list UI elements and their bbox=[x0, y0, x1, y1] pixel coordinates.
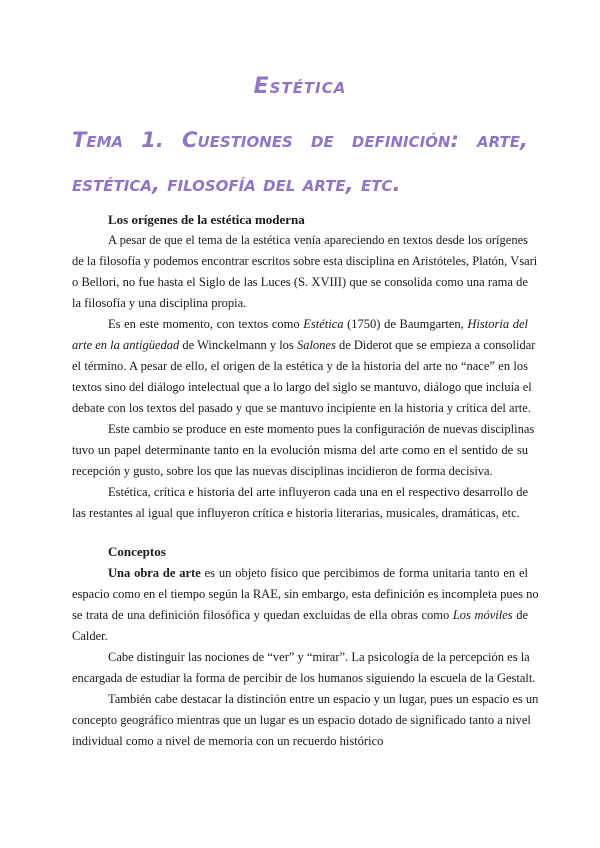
paragraph-line: arte en la antigüedad de Winckelmann y los Salones de Diderot que se empieza a consolidar bbox=[72, 338, 536, 352]
paragraph-line: las restantes al igual que influyeron crítica e historia literarias, musicales, dramáticas, etc. bbox=[72, 506, 520, 520]
paragraph-line: tuvo un papel determinante tanto en la evolución misma del arte como en el sentido de su bbox=[72, 443, 528, 457]
paragraph-line: se trata de una definición filosófica y quedan excluidas de ella obras como Los móviles de bbox=[72, 608, 528, 622]
section-heading-origins: Los orígenes de la estética moderna bbox=[108, 212, 305, 227]
paragraph-line: individual como a nivel de memoria con un recuerdo histórico bbox=[72, 734, 384, 748]
paragraph-line: textos sino del diálogo intelectual que a lo largo del siglo se mantuvo, diálogo que incluía el bbox=[72, 380, 532, 394]
paragraph-line: encargada de estudiar la forma de percibir de los humanos siguiendo la escuela de la Gestalt. bbox=[72, 671, 536, 685]
book-title: arte en la antigüedad bbox=[72, 338, 180, 352]
paragraph-line: el término. A pesar de ello, el origen de la estética y de la historia del arte no “nace” en los bbox=[72, 359, 528, 373]
paragraph-line: Estética, crítica e historia del arte influyeron cada una en el respectivo desarrollo de bbox=[108, 485, 528, 499]
paragraph-line: espacio como en el tiempo según la RAE, sin embargo, esta definición es incompleta pues no bbox=[72, 587, 539, 601]
paragraph-line: debate con los textos del pasado y que se mantuvo incipiente en la historia y crítica del arte. bbox=[72, 401, 531, 415]
chapter-title-line-2: estética, filosofía del arte, etc. bbox=[72, 172, 401, 196]
paragraph-line: de la filosofía y podemos encontrar escritos sobre esta disciplina en Aristóteles, Platón, Vsari bbox=[72, 254, 538, 268]
defined-term: Una obra de arte bbox=[108, 566, 201, 580]
paragraph-line: También cabe destacar la distinción entre un espacio y un lugar, pues un espacio es un bbox=[108, 692, 539, 706]
paragraph-line: recepción y gusto, sobre los que las nuevas disciplinas incidieron de forma decisiva. bbox=[72, 464, 493, 478]
paragraph-line: la filosofía y una disciplina propia. bbox=[72, 296, 247, 310]
book-title: Estética bbox=[303, 317, 344, 331]
paragraph-line: Una obra de arte es un objeto físico que percibimos de forma unitaria tanto en el bbox=[108, 566, 528, 580]
artwork-title: Los móviles bbox=[452, 608, 513, 622]
paragraph-line: o Bellori, no fue hasta el Siglo de las Luces (S. XVIII) que se consolida como una rama de bbox=[72, 275, 528, 289]
document-title: Estética bbox=[253, 74, 347, 99]
paragraph-line: A pesar de que el tema de la estética venía apareciendo en textos desde los orígenes bbox=[108, 233, 528, 247]
section-heading-concepts: Conceptos bbox=[108, 544, 166, 559]
paragraph-line: concepto geográfico mientras que un lugar es un espacio dotado de significado tanto a nivel bbox=[72, 713, 531, 727]
book-title: Salones bbox=[296, 338, 336, 352]
paragraph-line: Calder. bbox=[72, 629, 108, 643]
book-title: Historia del bbox=[467, 317, 528, 331]
paragraph-line: Cabe distinguir las nociones de “ver” y “mirar”. La psicología de la percepción es la bbox=[108, 650, 530, 664]
paragraph-line: Este cambio se produce en este momento pues la configuración de nuevas disciplinas bbox=[108, 422, 535, 436]
paragraph-line: Es en este momento, con textos como Estética (1750) de Baumgarten, Historia del bbox=[108, 317, 528, 331]
chapter-title-line-1: Tema 1. Cuestiones de definición: arte, bbox=[72, 128, 528, 152]
